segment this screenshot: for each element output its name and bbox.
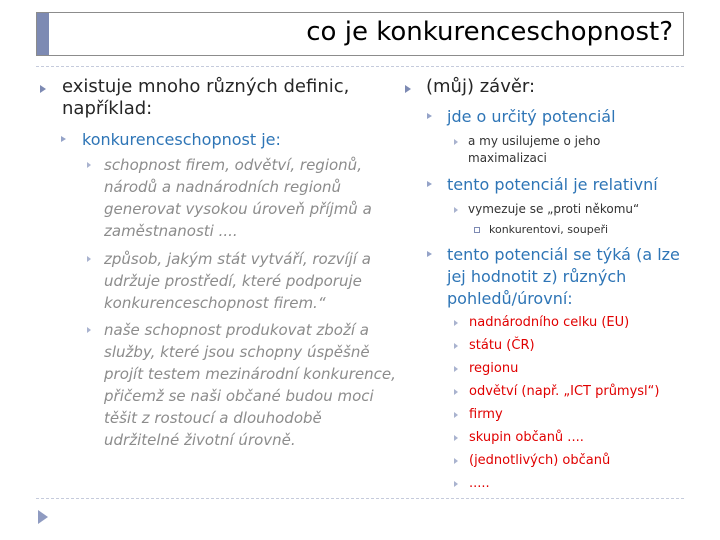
bullet-arrow-icon	[454, 139, 458, 145]
bullet-arrow-icon	[427, 251, 432, 257]
bullet-arrow-icon	[454, 458, 458, 464]
bullet-arrow-icon	[454, 481, 458, 487]
bullet-arrow-icon	[87, 256, 91, 262]
bottom-divider	[36, 498, 684, 499]
page-title: co je konkurenceschopnost?	[306, 17, 673, 47]
bullet-arrow-icon	[454, 320, 458, 326]
level-item: (jednotlivých) občanů	[469, 453, 611, 468]
level-item: státu (ČR)	[469, 338, 535, 353]
left-subheading: konkurenceschopnost je:	[82, 130, 281, 149]
bullet-arrow-icon	[87, 162, 91, 168]
bullet-arrow-icon	[427, 181, 432, 187]
title-accent-bar	[37, 13, 49, 55]
level-item: .....	[469, 476, 490, 491]
level-item: nadnárodního celku (EU)	[469, 315, 630, 330]
definition-item: způsob, jakým stát vytváří, rozvíjí a udržuje prostředí, které podporuje konkurenceschopnost firem.“	[104, 250, 371, 312]
right-point-2-sub: vymezuje se „proti někomu“	[468, 202, 640, 216]
bullet-arrow-icon	[40, 85, 46, 93]
right-point-1-sub: a my usilujeme o jeho maximalizaci	[468, 134, 601, 165]
bullet-arrow-icon	[454, 412, 458, 418]
square-bullet-icon	[474, 227, 480, 233]
level-item: odvětví (např. „ICT průmysl“)	[469, 384, 660, 399]
bullet-arrow-icon	[454, 366, 458, 372]
bullet-arrow-icon	[454, 343, 458, 349]
bullet-arrow-icon	[454, 207, 458, 213]
definition-item: schopnost firem, odvětví, regionů, národů a nadnárodních regionů generovat vysokou úroveň příjmů a zaměstnanosti ....	[104, 156, 372, 240]
title-box	[36, 12, 684, 56]
level-item: firmy	[469, 407, 503, 422]
right-point-2: tento potenciál je relativní	[447, 175, 658, 194]
level-item: skupin občanů ....	[469, 430, 584, 445]
level-item: regionu	[469, 361, 519, 376]
bullet-arrow-icon	[427, 113, 432, 119]
bullet-arrow-icon	[87, 327, 91, 333]
right-heading: (můj) závěr:	[426, 76, 536, 97]
left-intro: existuje mnoho různých definic, například:	[62, 76, 350, 119]
bullet-arrow-icon	[61, 136, 66, 142]
right-point-1: jde o určitý potenciál	[447, 107, 616, 126]
right-point-3: tento potenciál se týká (a lze jej hodnotit z) různých pohledů/úrovní:	[447, 245, 680, 308]
right-point-2-subsub: konkurentovi, soupeři	[489, 223, 609, 236]
definition-item: naše schopnost produkovat zboží a služby, které jsou schopny úspěšně projít testem mezinárodní konkurence, přičemž se naši občané budou moci těšit z rostoucí a dlouhodobě udržitelné životní úrovně.	[104, 321, 396, 449]
top-divider	[36, 66, 684, 67]
bullet-arrow-icon	[454, 435, 458, 441]
bullet-arrow-icon	[454, 389, 458, 395]
footer-triangle-icon	[38, 510, 48, 524]
bullet-arrow-icon	[405, 85, 411, 93]
